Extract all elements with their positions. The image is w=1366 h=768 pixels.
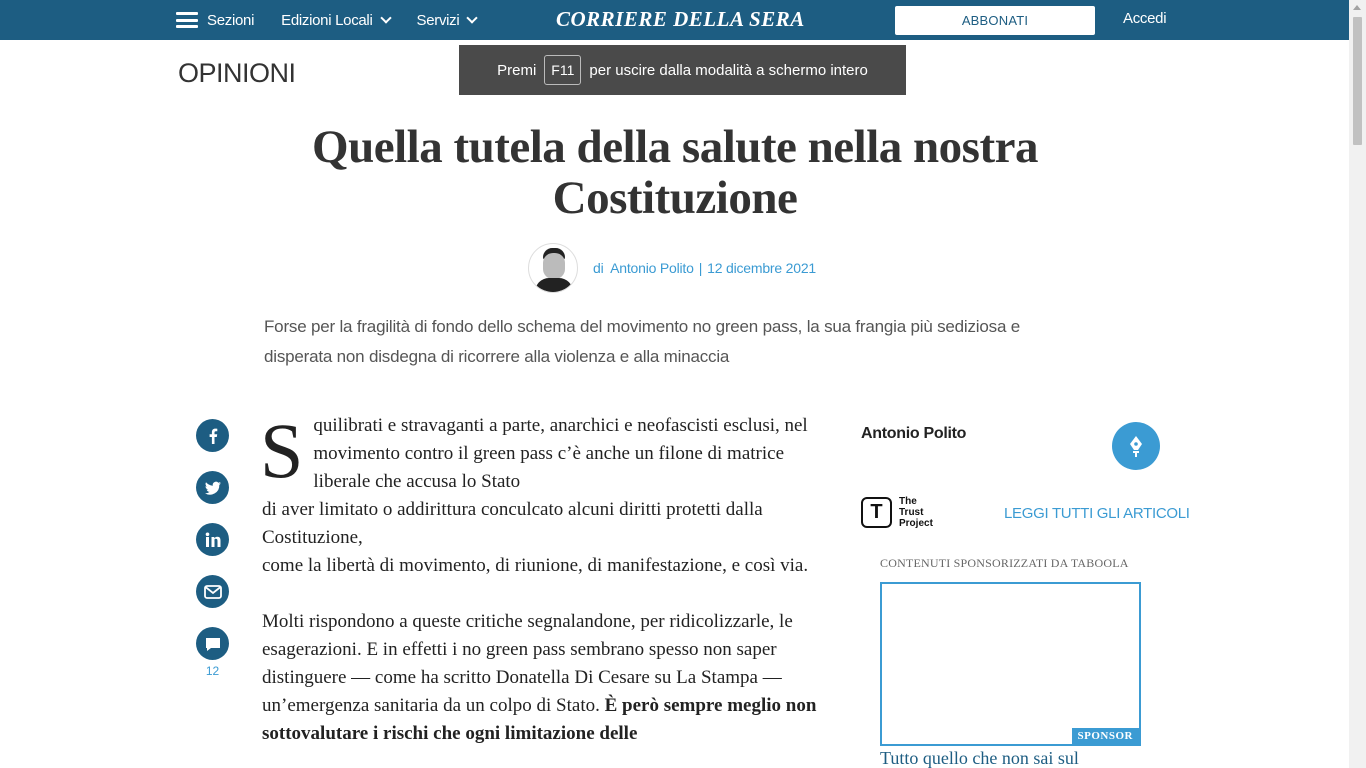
trust-project-logo-icon: T bbox=[861, 497, 892, 528]
comments-count[interactable]: 12 bbox=[205, 664, 220, 678]
byline-separator: | bbox=[698, 260, 703, 276]
article-body bbox=[260, 407, 828, 768]
paragraph-1-first: quilibrati e stravaganti a parte, anarchici e neofascisti esclusi, nel movimento contro il green pass c’è anche un filone di matrice liberale che accusa lo Stato bbox=[313, 415, 808, 492]
sponsored-image[interactable] bbox=[880, 582, 1141, 746]
drop-cap: S bbox=[260, 407, 304, 494]
sponsored-article-title[interactable]: Tutto quello che non sai sul bbox=[880, 748, 1079, 768]
share-bar bbox=[196, 419, 229, 678]
paragraph-2-bold: È però sempre meglio non sottovalutare i rischi che ogni limitazione delle bbox=[262, 695, 817, 744]
trust-project-label: The Trust Project bbox=[899, 496, 933, 529]
sponsor-tag: SPONSOR bbox=[1072, 728, 1139, 744]
author-avatar[interactable] bbox=[528, 243, 578, 293]
byline-prefix: di bbox=[593, 260, 604, 276]
sponsored-content-label: CONTENUTI SPONSORIZZATI DA TABOOLA bbox=[880, 556, 1129, 570]
services-dropdown[interactable] bbox=[417, 12, 477, 29]
nav-left bbox=[176, 0, 503, 40]
trust-project-badge[interactable] bbox=[861, 496, 939, 529]
chevron-down-icon bbox=[467, 12, 478, 23]
top-navigation-bar bbox=[0, 0, 1349, 40]
article-byline bbox=[528, 243, 816, 293]
article-summary: Forse per la fragilità di fondo dello schema del movimento no green pass, la sua frangia più sediziosa e disperata non disdegna di ricorrere alla violenza e alla minaccia bbox=[264, 317, 1020, 366]
email-icon[interactable] bbox=[196, 575, 229, 608]
toast-prefix: Premi bbox=[497, 61, 537, 79]
section-title[interactable]: OPINIONI bbox=[178, 58, 296, 88]
sections-label: Sezioni bbox=[207, 11, 255, 29]
scrollbar-thumb[interactable] bbox=[1353, 17, 1362, 145]
scroll-up-arrow-icon[interactable] bbox=[1353, 5, 1361, 10]
linkedin-icon[interactable] bbox=[196, 523, 229, 556]
site-logo[interactable]: CORRIERE DELLA SERA bbox=[556, 7, 805, 31]
paragraph-1-third: come la libertà di movimento, di riunione, di manifestazione, e così via. bbox=[262, 555, 809, 576]
hamburger-icon bbox=[176, 12, 198, 28]
article-paragraph bbox=[260, 407, 828, 580]
comment-icon[interactable] bbox=[196, 627, 229, 660]
local-editions-dropdown[interactable] bbox=[281, 12, 389, 29]
article-headline: Quella tutela della salute nella nostra Costituzione bbox=[312, 121, 1038, 224]
toast-key: F11 bbox=[544, 55, 581, 85]
subscribe-button[interactable]: ABBONATI bbox=[895, 6, 1095, 35]
facebook-icon[interactable] bbox=[196, 419, 229, 452]
article-date: 12 dicembre 2021 bbox=[707, 260, 817, 276]
toast-suffix: per uscire dalla modalità a schermo intero bbox=[589, 61, 868, 79]
local-editions-label: Edizioni Locali bbox=[281, 11, 373, 29]
login-link[interactable]: Accedi bbox=[1123, 10, 1167, 27]
fullscreen-exit-notice bbox=[459, 45, 906, 95]
chevron-down-icon bbox=[380, 12, 391, 23]
byline-text bbox=[593, 260, 816, 276]
sidebar-author-name[interactable]: Antonio Polito bbox=[861, 425, 967, 442]
sections-menu-button[interactable] bbox=[176, 12, 254, 29]
opinion-pen-icon[interactable] bbox=[1112, 422, 1160, 470]
paragraph-2-text: Molti rispondono a queste critiche segnalandone, per ridicolizzarle, le esagerazioni. E in effetti i no green pass sembrano spesso non saper distinguere — come ha scritto Donatella Di Cesare su La Stampa — un’emergenza sanitaria da un colpo di Stato. bbox=[262, 611, 793, 716]
author-link[interactable]: Antonio Polito bbox=[610, 260, 694, 276]
twitter-icon[interactable] bbox=[196, 471, 229, 504]
services-label: Servizi bbox=[416, 11, 460, 29]
page-scrollbar[interactable] bbox=[1349, 0, 1366, 768]
article-paragraph bbox=[262, 608, 828, 748]
paragraph-1-second: di aver limitato o addirittura conculcato alcuni diritti protetti dalla Costituzione, bbox=[262, 499, 763, 548]
read-all-articles-link[interactable]: LEGGI TUTTI GLI ARTICOLI bbox=[1004, 505, 1190, 522]
